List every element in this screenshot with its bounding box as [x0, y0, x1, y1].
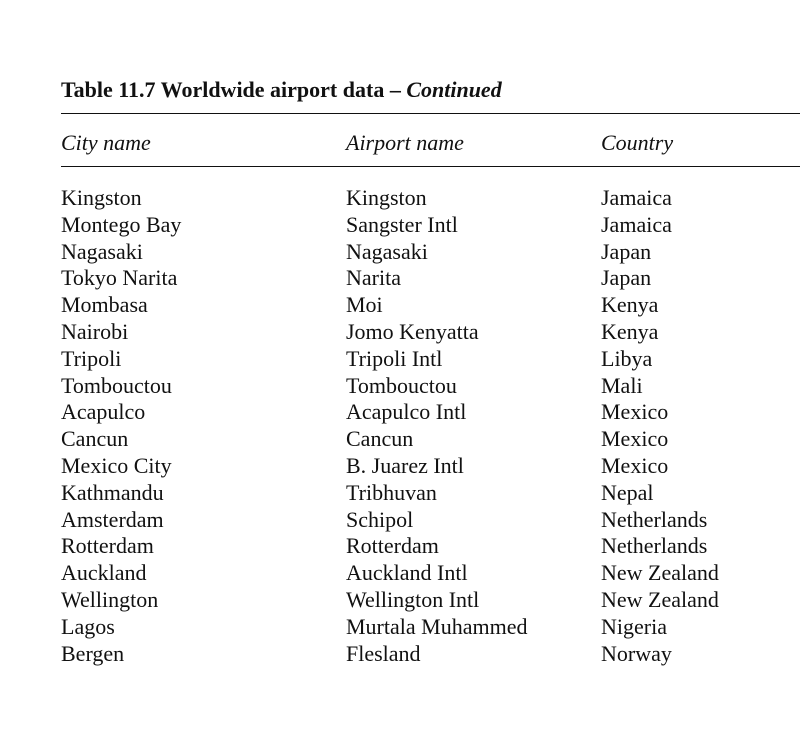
cell-airport-name: Tribhuvan	[346, 479, 437, 505]
table-row	[61, 212, 800, 239]
cell-city-name: Auckland	[61, 560, 147, 586]
table-row	[61, 533, 800, 560]
cell-airport-name: Murtala Muhammed	[346, 613, 528, 639]
cell-airport-name: Wellington Intl	[346, 586, 480, 612]
table-row	[61, 507, 800, 534]
table-row	[61, 319, 800, 346]
cell-airport-name: Acapulco Intl	[346, 399, 467, 425]
table-row	[61, 265, 800, 292]
cell-country: Nigeria	[601, 613, 667, 639]
cell-airport-name: Tombouctou	[346, 372, 457, 398]
table-row	[61, 373, 800, 400]
cell-airport-name: Cancun	[346, 426, 414, 452]
cell-country: Norway	[601, 640, 672, 666]
header-rule	[61, 166, 800, 167]
table-row	[61, 399, 800, 426]
table-row	[61, 453, 800, 480]
caption-title: Table 11.7 Worldwide airport data –	[61, 77, 407, 102]
header-airport-name: Airport name	[346, 130, 464, 155]
table-row	[61, 614, 800, 641]
cell-city-name: Mombasa	[61, 292, 148, 318]
top-rule	[61, 113, 800, 114]
table-row	[61, 239, 800, 266]
table-body	[61, 185, 800, 667]
table-row	[61, 426, 800, 453]
cell-country: Kenya	[601, 318, 659, 344]
cell-city-name: Rotterdam	[61, 533, 154, 559]
cell-airport-name: Narita	[346, 265, 401, 291]
table-row	[61, 480, 800, 507]
cell-city-name: Nairobi	[61, 318, 129, 344]
cell-airport-name: Tripoli Intl	[346, 345, 443, 371]
cell-city-name: Nagasaki	[61, 238, 143, 264]
cell-country: Jamaica	[601, 211, 672, 237]
airport-table	[61, 76, 800, 666]
cell-country: Libya	[601, 345, 653, 371]
cell-city-name: Mexico City	[61, 452, 172, 478]
header-country: Country	[601, 130, 674, 155]
caption-continued: Continued	[406, 77, 502, 102]
cell-city-name: Cancun	[61, 426, 129, 452]
cell-airport-name: Flesland	[346, 640, 421, 666]
cell-country: Japan	[601, 265, 652, 291]
cell-country: Kenya	[601, 292, 659, 318]
table-header-row	[61, 129, 800, 157]
table-row	[61, 185, 800, 212]
cell-country: Mexico	[601, 426, 669, 452]
cell-city-name: Wellington	[61, 586, 159, 612]
cell-airport-name: Rotterdam	[346, 533, 439, 559]
cell-city-name: Bergen	[61, 640, 125, 666]
cell-country: Mali	[601, 372, 643, 398]
table-row	[61, 641, 800, 668]
cell-airport-name: Nagasaki	[346, 238, 428, 264]
cell-airport-name: Schipol	[346, 506, 414, 532]
cell-city-name: Tokyo Narita	[61, 265, 178, 291]
cell-airport-name: Jomo Kenyatta	[346, 318, 479, 344]
cell-country: New Zealand	[601, 586, 719, 612]
table-row	[61, 292, 800, 319]
cell-city-name: Montego Bay	[61, 211, 182, 237]
cell-city-name: Amsterdam	[61, 506, 164, 532]
table-row	[61, 560, 800, 587]
cell-country: Netherlands	[601, 533, 708, 559]
cell-country: New Zealand	[601, 560, 719, 586]
cell-city-name: Acapulco	[61, 399, 146, 425]
cell-city-name: Lagos	[61, 613, 115, 639]
cell-airport-name: Kingston	[346, 185, 427, 210]
cell-country: Netherlands	[601, 506, 708, 532]
cell-country: Mexico	[601, 452, 669, 478]
cell-airport-name: Auckland Intl	[346, 560, 468, 586]
table-row	[61, 346, 800, 373]
cell-city-name: Kathmandu	[61, 479, 164, 505]
cell-airport-name: B. Juarez Intl	[346, 452, 464, 478]
cell-country: Nepal	[601, 479, 654, 505]
table-caption	[61, 76, 800, 104]
cell-country: Jamaica	[601, 185, 672, 210]
cell-airport-name: Sangster Intl	[346, 211, 458, 237]
table-row	[61, 587, 800, 614]
cell-city-name: Tripoli	[61, 345, 122, 371]
cell-city-name: Tombouctou	[61, 372, 172, 398]
cell-country: Japan	[601, 238, 652, 264]
cell-airport-name: Moi	[346, 292, 383, 318]
header-city-name: City name	[61, 130, 151, 155]
cell-country: Mexico	[601, 399, 669, 425]
cell-city-name: Kingston	[61, 185, 142, 210]
